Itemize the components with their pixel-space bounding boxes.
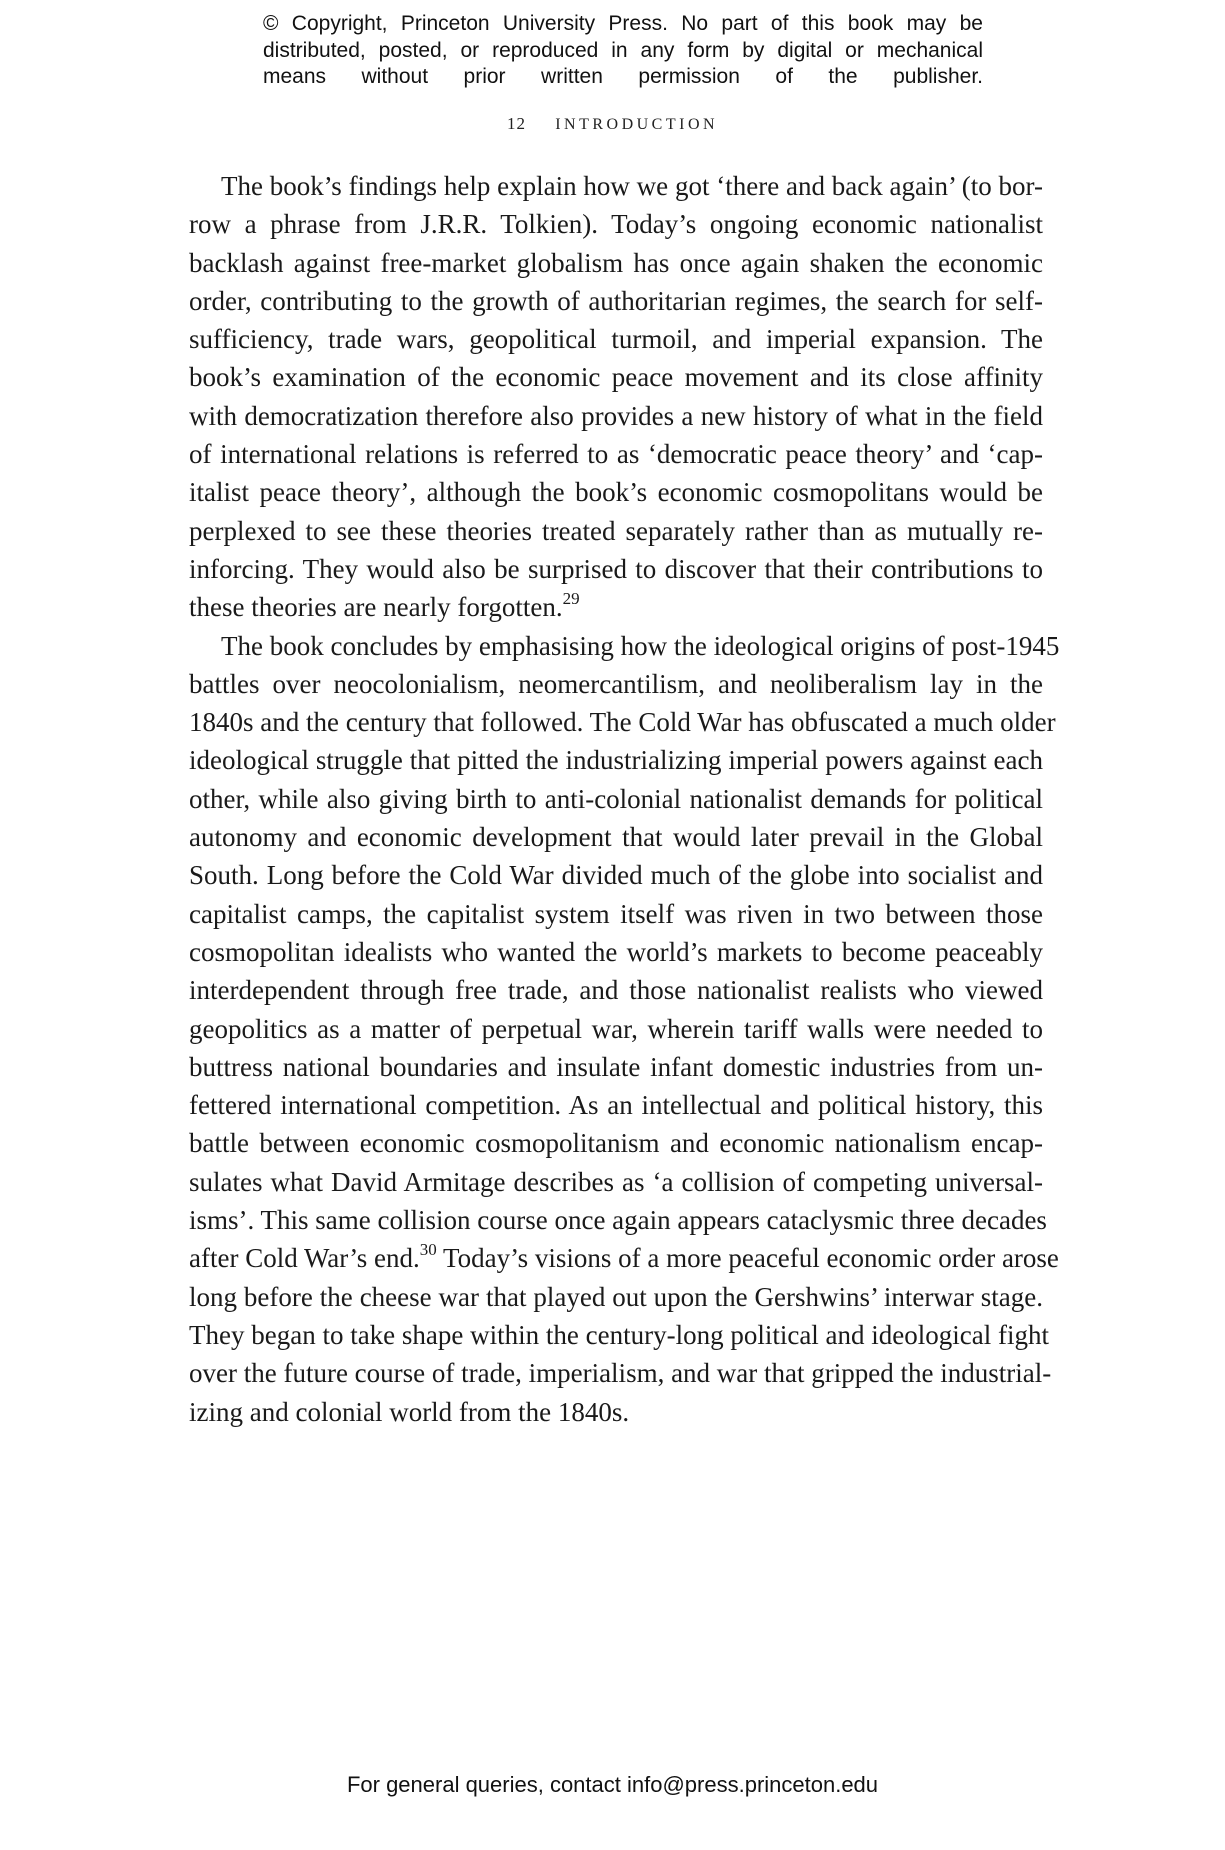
running-head — [0, 114, 1225, 134]
text-line: book’s examination of the economic peace movement and its close affinity — [189, 362, 1043, 393]
text-line: autonomy and economic development that would later prevail in the Global — [189, 822, 1043, 853]
text-line: ideological struggle that pitted the industrializing imperial powers against each — [189, 745, 1043, 776]
footer-contact: For general queries, contact info@press.princeton.edu — [346, 1772, 879, 1797]
text-line: buttress national boundaries and insulate infant domestic industries from un- — [189, 1051, 1043, 1082]
text-line: capitalist camps, the capitalist system itself was riven in two between those — [189, 898, 1043, 929]
text-line: They began to take shape within the century-long political and ideological fight — [189, 1319, 1049, 1350]
footnote-marker[interactable]: 30 — [419, 1240, 437, 1260]
page-number: 12 — [506, 114, 526, 133]
text-line: perplexed to see these theories treated separately rather than as mutually re- — [189, 515, 1043, 546]
text-line — [189, 588, 1043, 626]
copyright-line: © Copyright, Princeton University Press. No part of this book may be — [263, 12, 983, 35]
text-line: backlash against free-market globalism has once again shaken the economic — [189, 247, 1043, 278]
text-fragment: after Cold War’s end. — [189, 1243, 420, 1274]
paragraph-2 — [189, 627, 1060, 1431]
text-line — [189, 1239, 1059, 1277]
copyright-line: distributed, posted, or reproduced in any form by digital or mechanical — [263, 38, 983, 62]
text-line: sulates what David Armitage describes as ‘a collision of competing universal- — [189, 1166, 1043, 1197]
text-line: order, contributing to the growth of authoritarian regimes, the search for self- — [189, 285, 1043, 316]
text-line: interdependent through free trade, and those nationalist realists who viewed — [189, 975, 1043, 1006]
copyright-line: means without prior written permission of the publisher. — [263, 65, 983, 88]
copyright-notice — [263, 11, 983, 91]
text-line: long before the cheese war that played out upon the Gershwins’ interwar stage. — [189, 1281, 1043, 1312]
text-line: row a phrase from J.R.R. Tolkien). Today’s ongoing economic nationalist — [189, 209, 1043, 240]
text-line: isms’. This same collision course once again appears cataclysmic three decades — [189, 1205, 1047, 1236]
text-line: sufficiency, trade wars, geopolitical turmoil, and imperial expansion. The — [189, 324, 1043, 355]
text-line: inforcing. They would also be surprised to discover that their contributions to — [189, 553, 1043, 584]
text-line: of international relations is referred to as ‘democratic peace theory’ and ‘cap- — [189, 439, 1043, 470]
body-text — [189, 167, 1060, 1431]
text-line: fettered international competition. As an intellectual and political history, this — [189, 1090, 1043, 1121]
text-fragment: Today’s visions of a more peaceful economic order arose — [436, 1243, 1059, 1274]
section-title: INTRODUCTION — [555, 116, 719, 133]
text-line: italist peace theory’, although the book’s economic cosmopolitans would be — [189, 477, 1043, 508]
text-line: battle between economic cosmopolitanism and economic nationalism encap- — [189, 1128, 1043, 1159]
text-line: cosmopolitan idealists who wanted the world’s markets to become peaceably — [189, 936, 1043, 967]
footnote-marker[interactable]: 29 — [562, 589, 580, 609]
text-line: South. Long before the Cold War divided much of the globe into socialist and — [189, 860, 1043, 891]
text-line: 1840s and the century that followed. The Cold War has obfuscated a much older — [189, 707, 1056, 738]
paragraph-1 — [189, 167, 1043, 627]
text-line: other, while also giving birth to anti-colonial nationalist demands for political — [189, 783, 1043, 814]
text-line: over the future course of trade, imperialism, and war that gripped the industrial- — [189, 1358, 1052, 1389]
text-line: battles over neocolonialism, neomercantilism, and neoliberalism lay in the — [189, 668, 1043, 699]
text-line: The book concludes by emphasising how the ideological origins of post-1945 — [221, 630, 1060, 661]
text-line: with democratization therefore also provides a new history of what in the field — [189, 400, 1043, 431]
text-line: The book’s findings help explain how we got ‘there and back again’ (to bor- — [221, 171, 1043, 201]
text-fragment: these theories are nearly forgotten. — [189, 592, 563, 623]
text-line: izing and colonial world from the 1840s. — [189, 1396, 630, 1427]
text-line: geopolitics as a matter of perpetual war, wherein tariff walls were needed to — [189, 1013, 1043, 1044]
